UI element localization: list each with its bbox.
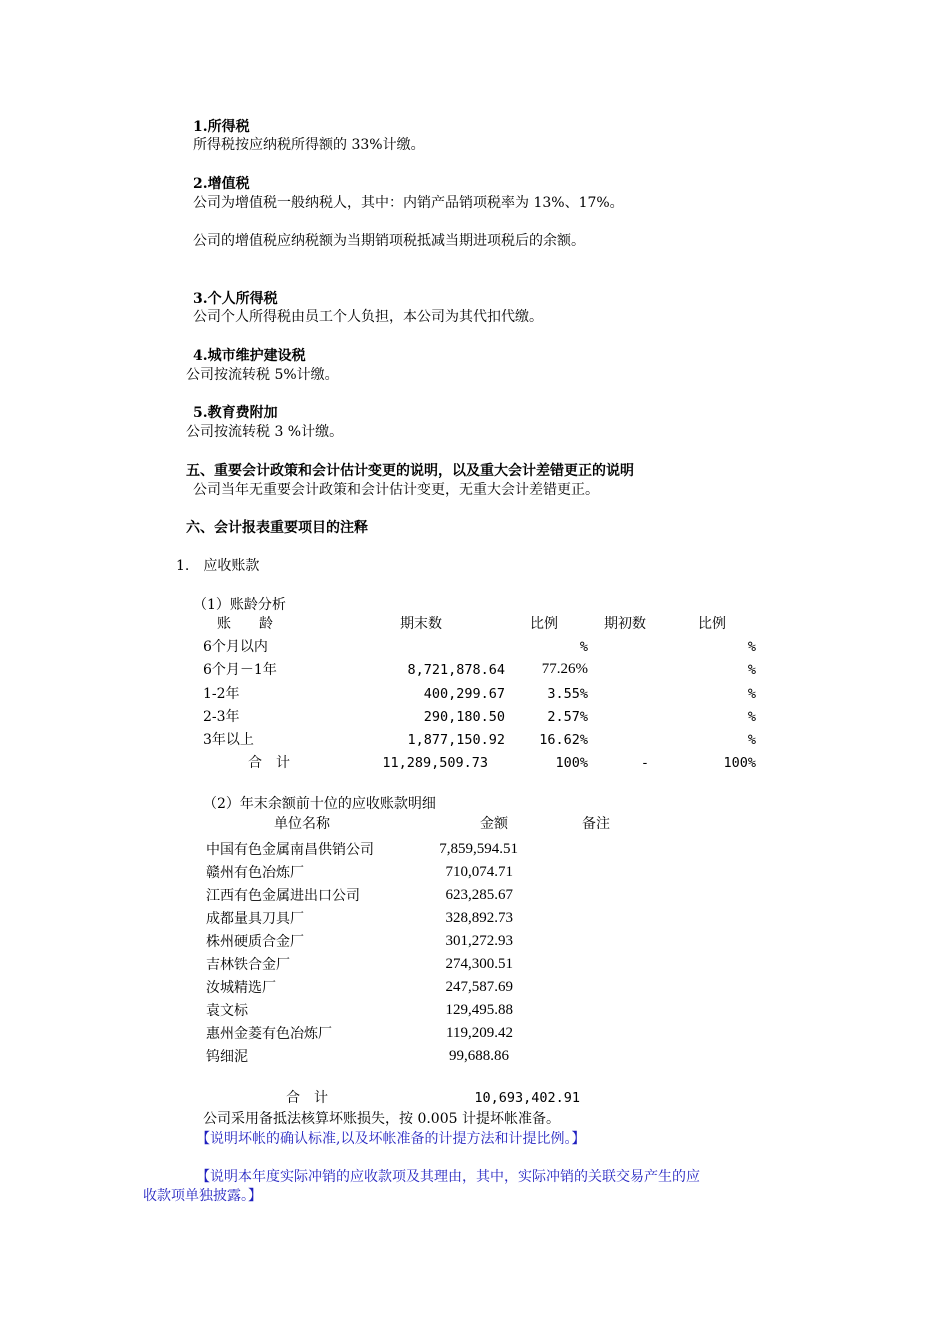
aging-cell-end: 8,721,878.64: [407, 662, 505, 678]
top10-subtitle: （2）年末余额前十位的应收账款明细: [203, 796, 436, 812]
top10-cell-name: 惠州金菱有色冶炼厂: [206, 1026, 332, 1042]
aging-subtitle: （1）账龄分析: [193, 597, 286, 613]
aging-total-ratio1: 100%: [555, 755, 588, 771]
aging-cell-age: 2-3年: [203, 709, 240, 725]
top10-cell-amount: 119,209.42: [446, 1025, 513, 1041]
aging-cell-ratio2: %: [747, 639, 756, 655]
tax-urban-title: 4.城市维护建设税: [193, 348, 306, 364]
bad-debt-text: 公司采用备抵法核算坏账损失，按 0.005 计提坏帐准备。: [203, 1111, 560, 1127]
top10-total-amount: 10,693,402.91: [474, 1090, 580, 1106]
top10-cell-name: 赣州有色冶炼厂: [206, 865, 304, 881]
aging-cell-end: 400,299.67: [423, 686, 505, 702]
aging-cell-ratio1: 3.55%: [547, 686, 588, 702]
aging-header-ratio2: 比例: [698, 616, 726, 632]
aging-total-begin: -: [640, 755, 650, 771]
write-off-note-line2: 收款项单独披露。】: [143, 1188, 262, 1204]
top10-header-amount: 金额: [480, 816, 508, 832]
top10-cell-amount: 328,892.73: [445, 910, 513, 926]
tax-vat-body-2: 公司的增值税应纳税额为当期销项税抵减当期进项税后的余额。: [193, 233, 585, 249]
aging-cell-ratio1: 16.62%: [539, 732, 588, 748]
top10-total-label: 合 计: [286, 1090, 328, 1106]
write-off-note-line1: 【说明本年度实际冲销的应收款项及其理由，其中，实际冲销的关联交易产生的应: [196, 1169, 700, 1185]
aging-cell-end: 290,180.50: [423, 709, 505, 725]
aging-cell-ratio1: 2.57%: [547, 709, 588, 725]
top10-cell-name: 钨细泥: [206, 1049, 248, 1065]
top10-cell-name: 吉林铁合金厂: [206, 957, 290, 973]
aging-cell-age: 1-2年: [203, 686, 240, 702]
top10-cell-amount: 99,688.86: [449, 1048, 509, 1064]
aging-cell-ratio2: %: [747, 686, 756, 702]
aging-cell-ratio2: %: [747, 732, 756, 748]
top10-cell-amount: 301,272.93: [445, 933, 513, 949]
tax-vat-title: 2.增值税: [193, 176, 250, 192]
aging-cell-age: 6个月以内: [203, 639, 268, 655]
aging-cell-age: 3年以上: [203, 732, 254, 748]
aging-total-ratio2: 100%: [723, 755, 756, 771]
aging-total-end: 11,289,509.73: [382, 755, 488, 771]
section5-body: 公司当年无重要会计政策和会计估计变更，无重大会计差错更正。: [193, 482, 599, 498]
top10-cell-name: 株州硬质合金厂: [206, 934, 304, 950]
tax-urban-body: 公司按流转税 5%计缴。: [186, 367, 339, 383]
top10-cell-amount: 129,495.88: [445, 1002, 513, 1018]
section5-title: 五、重要会计政策和会计估计变更的说明，以及重大会计差错更正的说明: [186, 463, 634, 479]
tax-vat-body-1: 公司为增值税一般纳税人，其中：内销产品销项税率为 13%、17%。: [193, 195, 624, 211]
tax-personal-body: 公司个人所得税由员工个人负担，本公司为其代扣代缴。: [193, 309, 543, 325]
aging-cell-end: 1,877,150.92: [407, 732, 505, 748]
tax-personal-title: 3.个人所得税: [193, 291, 278, 307]
aging-total-label: 合 计: [248, 755, 290, 771]
tax-income-title: 1.所得税: [193, 119, 250, 135]
top10-cell-name: 汝城精选厂: [206, 980, 276, 996]
aging-header-age: 账 龄: [217, 616, 273, 632]
tax-income-body: 所得税按应纳税所得额的 33%计缴。: [193, 137, 425, 153]
aging-header-end: 期末数: [400, 616, 442, 632]
top10-cell-amount: 623,285.67: [445, 887, 513, 903]
aging-cell-ratio1: %: [579, 639, 588, 655]
receivables-heading: 1. 应收账款: [176, 558, 260, 574]
tax-education-title: 5.教育费附加: [193, 405, 278, 421]
top10-cell-amount: 274,300.51: [445, 956, 513, 972]
top10-cell-amount: 7,859,594.51: [439, 841, 518, 857]
aging-cell-age: 6个月－1年: [203, 662, 277, 678]
section6-title: 六、会计报表重要项目的注释: [186, 520, 368, 536]
top10-cell-name: 中国有色金属南昌供销公司: [206, 842, 374, 858]
top10-cell-name: 袁文标: [206, 1003, 248, 1019]
aging-header-ratio1: 比例: [530, 616, 558, 632]
aging-cell-ratio1: 77.26%: [541, 661, 588, 677]
aging-cell-ratio2: %: [747, 709, 756, 725]
tax-education-body: 公司按流转税 3 %计缴。: [186, 424, 344, 440]
aging-cell-ratio2: %: [747, 662, 756, 678]
bad-debt-note: 【说明坏帐的确认标准,以及坏帐准备的计提方法和计提比例。】: [196, 1131, 586, 1147]
top10-header-name: 单位名称: [274, 816, 330, 832]
aging-header-begin: 期初数: [604, 616, 646, 632]
top10-header-note: 备注: [582, 816, 610, 832]
top10-cell-name: 成都量具刀具厂: [206, 911, 304, 927]
top10-cell-name: 江西有色金属进出口公司: [206, 888, 360, 904]
top10-cell-amount: 247,587.69: [445, 979, 513, 995]
top10-cell-amount: 710,074.71: [445, 864, 513, 880]
